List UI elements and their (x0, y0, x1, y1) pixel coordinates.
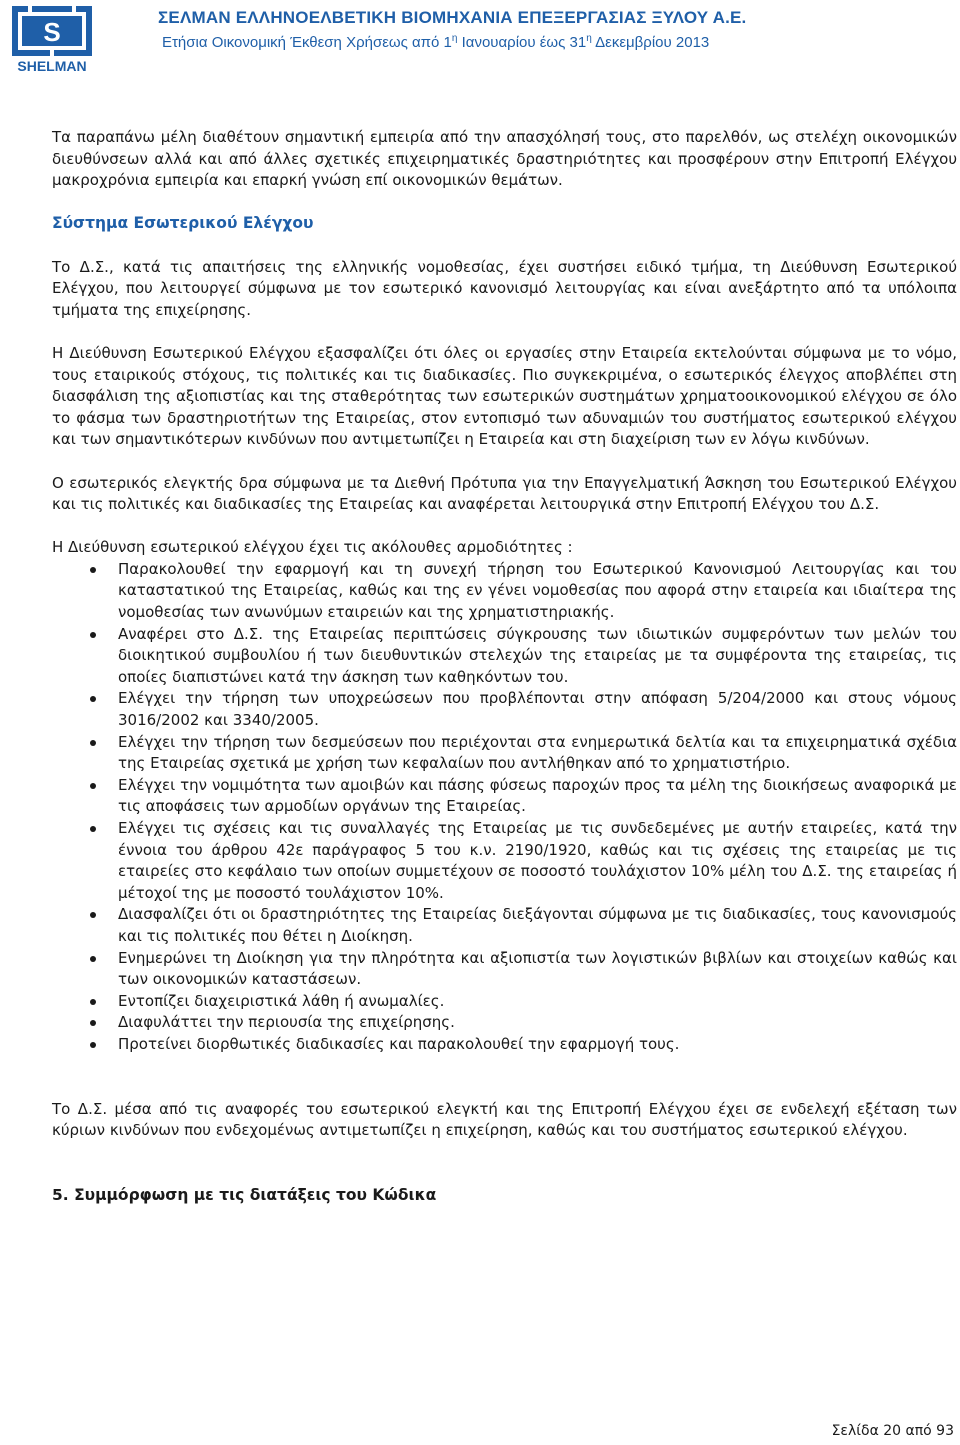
logo-text: SHELMAN (17, 58, 87, 74)
bullet-icon (90, 567, 96, 573)
list-item: Αναφέρει στο Δ.Σ. της Εταιρείας περιπτώσεις σύγκρουσης των ιδιωτικών συμφερόντων των μελών του διοικητικού συμβουλίου ή των διευθυντικών στελεχών της εταιρείας με τα συμφέροντα της εταιρείας, τις οποίες διαπιστώνει κατά την άσκηση των καθηκόντων του. (52, 624, 957, 689)
list-item: Ελέγχει την τήρηση των δεσμεύσεων που περιέχονται στα ενημερωτικά δελτία και τα επιχειρηματικά σχέδια της Εταιρείας σχετικά με χρήση των κεφαλαίων που αντλήθηκαν από το χρηματιστήριο. (52, 732, 957, 775)
section-heading: 5. Συμμόρφωση με τις διατάξεις του Κώδικα (52, 1186, 437, 1205)
bullet-icon (90, 783, 96, 789)
page-number: Σελίδα 20 από 93 (831, 1423, 954, 1439)
list-item: Διαφυλάττει την περιουσία της επιχείρησης. (52, 1012, 957, 1034)
responsibilities-intro: Η Διεύθυνση εσωτερικού ελέγχου έχει τις ακόλουθες αρμοδιότητες : (52, 538, 573, 557)
document-body (52, 127, 957, 1207)
list-item: Ελέγχει την τήρηση των υποχρεώσεων που προβλέπονται στην απόφαση 5/204/2000 και στους νόμους 3016/2002 και 3340/2005. (52, 688, 957, 731)
list-item: Ελέγχει τις σχέσεις και τις συναλλαγές της Εταιρείας με τις συνδεδεμένες με αυτήν εταιρείες, κατά την έννοια του άρθρου 42ε παράγραφος 5 του κ.ν. 2190/1920, καθώς και τις σχέσεις της εταιρείας με τις εταιρείες στο κεφάλαιο των οποίων συμμετέχουν σε ποσοστό τουλάχιστον 10% μέλη του Δ.Σ. της εταιρείας ή μέτοχοί της με ποσοστό τουλάχιστον 10%. (52, 818, 957, 904)
internal-control-heading: Σύστημα Εσωτερικού Ελέγχου (52, 214, 314, 233)
paragraph-audit-department: Το Δ.Σ., κατά τις απαιτήσεις της ελληνικής νομοθεσίας, έχει συστήσει ειδικό τμήμα, τη Διεύθυνση Εσωτερικού Ελέγχου, που λειτουργεί σύμφωνα με τον εσωτερικό κανονισμό λειτουργίας και είναι ανεξάρτητο από τα υπόλοιπα τμήματα της επιχείρησης. (52, 257, 957, 319)
paragraph-audit-purpose: Η Διεύθυνση Εσωτερικού Ελέγχου εξασφαλίζει ότι όλες οι εργασίες στην Εταιρεία εκτελούνται σύμφωνα με το νόμο, τους εταιρικούς στόχους, τις πολιτικές και τις διαδικασίες. Πιο συγκεκριμένα, ο εσωτερικός έλεγχος αποβλέπει στη διασφάλιση της αξιοπιστίας και της σταθερότητας των εσωτερικών συστημάτων χρηματοοικονομικού ελέγχου σε όλο το φάσμα των δραστηριοτήτων της Εταιρείας, στον εντοπισμό των αδυναμιών του συστήματος εσωτερικού ελέγχου και των σημαντικότερων κινδύνων που αντιμετωπίζει η Εταιρεία και στη διαχείριση των εν λόγω κινδύνων. (52, 343, 957, 449)
list-item: Διασφαλίζει ότι οι δραστηριότητες της Εταιρείας διεξάγονται σύμφωνα με τις διαδικασίες, τους κανονισμούς και τις πολιτικές που θέτει η Διοίκηση. (52, 904, 957, 947)
bullet-icon (90, 912, 96, 918)
list-item: Παρακολουθεί την εφαρμογή και τη συνεχή τήρηση του Εσωτερικού Κανονισμού Λειτουργίας και του καταστατικού της Εταιρείας, καθώς και της εν γένει νομοθεσίας που αφορά στην εταιρεία και ιδιαίτερα της νομοθεσίας των ανωνύμων εταιρειών και της χρηματιστηριακής. (52, 559, 957, 624)
company-title: ΣΕΛΜΑΝ ΕΛΛΗΝΟΕΛΒΕΤΙΚΗ ΒΙΟΜΗΧΑΝΙΑ ΕΠΕΞΕΡΓΑΣΙΑΣ ΞΥΛΟΥ Α.Ε. (158, 8, 747, 27)
list-item: Εντοπίζει διαχειριστικά λάθη ή ανωμαλίες. (52, 991, 957, 1013)
paragraph-internal-auditor: Ο εσωτερικός ελεγκτής δρα σύμφωνα με τα Διεθνή Πρότυπα για την Επαγγελματική Άσκηση του Εσωτερικού Ελέγχου και τις πολιτικές και διαδικασίες της Εταιρείας και αναφέρεται λειτουργικά στην Επιτροπή Ελέγχου του Δ.Σ. (52, 473, 957, 514)
bullet-icon (90, 632, 96, 638)
list-item: Ενημερώνει τη Διοίκηση για την πληρότητα και αξιοπιστία των λογιστικών βιβλίων και στοιχείων καθώς και των οικονομικών καταστάσεων. (52, 948, 957, 991)
list-item: Προτείνει διορθωτικές διαδικασίες και παρακολουθεί την εφαρμογή τους. (52, 1034, 957, 1056)
responsibilities-list (52, 559, 957, 1056)
paragraph-board-review: Το Δ.Σ. μέσα από τις αναφορές του εσωτερικού ελεγκτή και της Επιτροπή Ελέγχου έχει σε ενδελεχή εξέταση των κύριων κινδύνων που ενδεχομένως αντιμετωπίζει η επιχείρηση, καθώς και του συστήματος εσωτερικού ελέγχου. (52, 1099, 957, 1140)
bullet-icon (90, 999, 96, 1005)
bullet-icon (90, 1042, 96, 1048)
bullet-icon (90, 956, 96, 962)
bullet-icon (90, 1020, 96, 1026)
logo-letter: S (43, 17, 61, 47)
report-subtitle: Ετήσια Οικονομική Έκθεση Χρήσεως από $1^\eta$ Ιανουαρίου έως $31^\eta$ Δεκεμβρίου 2013 (162, 33, 710, 51)
bullet-icon (90, 826, 96, 832)
intro-paragraph: Τα παραπάνω μέλη διαθέτουν σημαντική εμπειρία από την απασχόλησή τους, στο παρελθόν, ως στελέχη οικονομικών διευθύνσεων αλλά και από άλλες σχετικές επιχειρηματικές δραστηριότητες και προσφέρουν στην Επιτροπή Ελέγχου μακροχρόνια εμπειρία και επαρκή γνώση επί οικονομικών θεμάτων. (52, 128, 957, 190)
list-item: Ελέγχει την νομιμότητα των αμοιβών και πάσης φύσεως παροχών προς τα μέλη της διοικήσεως αναφορικά με τις αποφάσεις των αρμοδίων οργάνων της Εταιρείας. (52, 775, 957, 818)
page-header (0, 0, 960, 80)
bullet-icon (90, 740, 96, 746)
bullet-icon (90, 696, 96, 702)
shelman-logo (8, 4, 96, 74)
